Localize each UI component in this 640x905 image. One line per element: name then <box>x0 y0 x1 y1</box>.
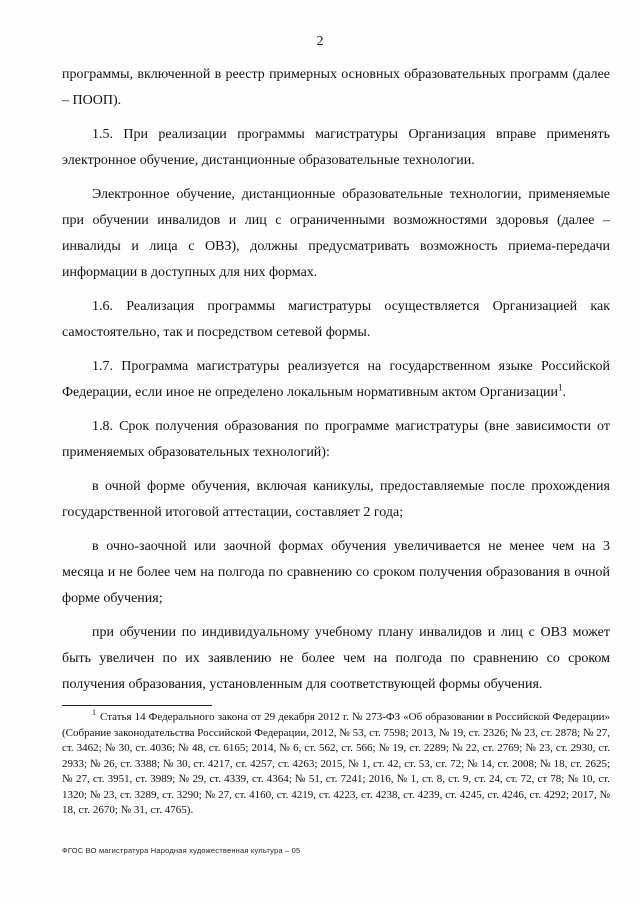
paragraph-1-7: 1.7. Программа магистратуры реализуется на государственном языке Российской Федерации, если иное не определено локальным нормативным актом Организации$^1$. <box>62 359 610 400</box>
document-body <box>62 62 610 706</box>
footnote-marker: 1 <box>92 708 96 718</box>
paragraph-continuation: программы, включенной в реестр примерных основных образовательных программ (далее – ПООП). <box>62 67 610 108</box>
footnote-reference[interactable]: 1 <box>558 382 563 393</box>
paragraph-individual-plan: при обучении по индивидуальному учебному плану инвалидов и лиц с ОВЗ может быть увеличен по их заявлению не более чем на полгода по сравнению со сроком получения образования, установленным для соответствующей формы обучения. <box>62 625 610 692</box>
paragraph-1-5: 1.5. При реализации программы магистратуры Организация вправе применять электронное обучение, дистанционные образовательные технологии. <box>62 127 610 168</box>
footnote-text: Статья 14 Федерального закона от 29 декабря 2012 г. № 273-ФЗ «Об образовании в Российской Федерации» (Собрание законодательства Российской Федерации, 2012, № 53, ст. 7598; 2013, № 19, ст. 2326; № 23, ст. 2878; № 27, ст. 3462; № 30, ст. 4036; № 48, ст. 6165; 2014, № 6, ст. 562, ст. 566; № 19, ст. 2289; № 22, ст. 2769; № 23, ст. 2930, ст. 2933; № 26, ст. 3388; № 30, ст. 4217, ст. 4257, ст. 4263; 2015, № 1, ст. 42, ст. 53, ст. 72; № 14, ст. 2008; № 18, ст. 2625; № 27, ст. 3951, ст. 3989; № 29, ст. 4339, ст. 4364; № 51, ст. 7241; 2016, № 1, ст. 8, ст. 9, ст. 24, ст. 72, ст 78; № 10, ст. 1320; № 23, ст. 3289, ст. 3290; № 27, ст. 4160, ст. 4219, ст. 4223, ст. 4238, ст. 4239, ст. 4245, ст. 4246, ст. 4292; 2017, № 18, ст. 2670; № 31, ст. 4765). <box>62 711 610 816</box>
paragraph-e-learning-ovz: Электронное обучение, дистанционные образовательные технологии, применяемые при обучении инвалидов и лиц с ограниченными возможностями здоровья (далее – инвалиды и лица с ОВЗ), должны предусматривать возможность приема-передачи информации в доступных для них формах. <box>62 187 610 280</box>
paragraph-1-7-text: 1.7. Программа магистратуры реализуется на государственном языке Российской Федерации, если иное не определено локальным нормативным актом Организации <box>62 359 610 400</box>
paragraph-full-time: в очной форме обучения, включая каникулы, предоставляемые после прохождения государственной итоговой аттестации, составляет 2 года; <box>62 479 610 520</box>
page-number: 2 <box>316 34 324 49</box>
page-footer: ФГОС ВО магистратура Народная художественная культура – 05 <box>62 846 301 855</box>
paragraph-1-6: 1.6. Реализация программы магистратуры осуществляется Организацией как самостоятельно, так и посредством сетевой формы. <box>62 299 610 340</box>
paragraph-1-8: 1.8. Срок получения образования по программе магистратуры (вне зависимости от применяемых образовательных технологий): <box>62 419 610 460</box>
paragraph-part-time: в очно-заочной или заочной формах обучения увеличивается не менее чем на 3 месяца и не более чем на полгода по сравнению со сроком получения образования в очной форме обучения; <box>62 539 610 606</box>
footnote-separator <box>62 705 212 706</box>
footnote <box>62 710 610 819</box>
